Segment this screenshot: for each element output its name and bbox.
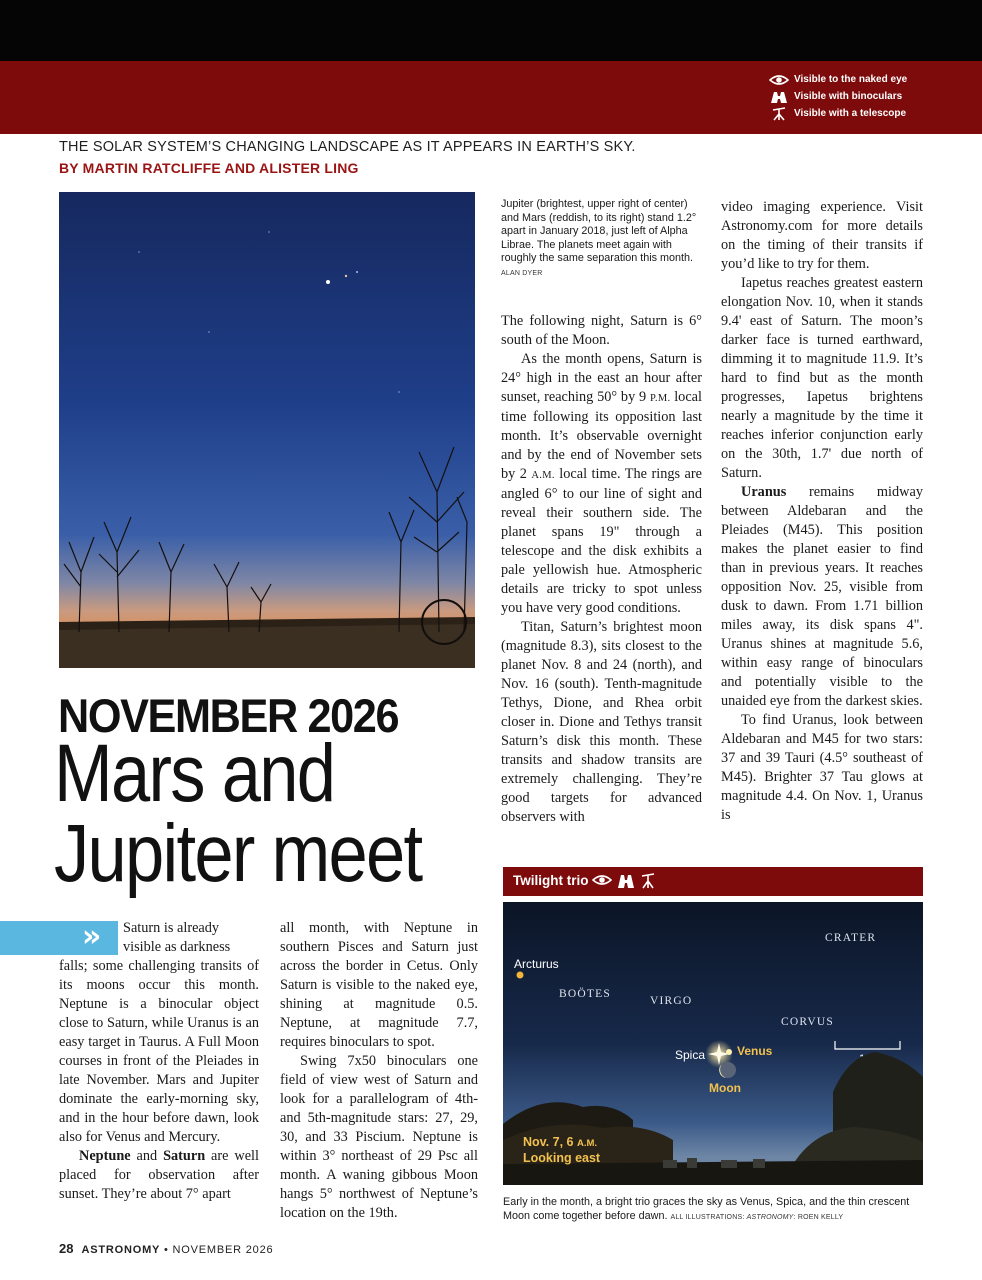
- text-run: local time. The rings are angled 6° to our line of sight and reveal their southern side. The planet spans 19" through a telescope and the disk exhibits a pale yellowish hue. Atmospheric details are tricky to spot unless you have very good conditions.: [501, 466, 703, 616]
- legend-label: Visible with a telescope: [794, 108, 907, 119]
- twilight-trio-sky-chart: [503, 902, 923, 1185]
- label-date-text: Nov. 7, 6: [523, 1135, 574, 1149]
- star-arcturus: [517, 972, 524, 979]
- author-byline: BY MARTIN RATCLIFFE AND ALISTER LING: [59, 160, 359, 176]
- article-paragraph: Iapetus reaches greatest eastern elongation Nov. 10, when it stands 9.4' east of Saturn. The moon’s darker face is turned earthward, dimming it to magnitude 11.9. It’s hard to find but as the month progresses, Iapetus brightens nearly a magnitude by the time it reaches inferior conjunction early on the 30th, 1.7' due north of Saturn.: [721, 275, 923, 481]
- article-paragraph: all month, with Neptune in southern Pisces and Saturn just across the border in Cetus. Only Saturn is visible to the naked eye, shining at magnitude 0.5. Neptune, at magnitude 7.7, requires binoculars to spot.: [280, 920, 478, 1050]
- photo-caption: [501, 198, 701, 281]
- text-run: are well placed for observation after sunset. They’re about 7° apart: [59, 1148, 260, 1202]
- article-column-3: [501, 312, 702, 827]
- credit-prefix: ALL ILLUSTRATIONS:: [670, 1214, 747, 1221]
- article-paragraph: [501, 350, 702, 618]
- twilight-photo: [59, 192, 475, 668]
- label-crater: CRATER: [825, 932, 877, 944]
- label-bootes: BOÖTES: [559, 988, 611, 1000]
- bold-term-neptune: Neptune: [79, 1148, 131, 1164]
- telescope-icon: [768, 107, 790, 121]
- eye-icon: [768, 73, 790, 87]
- credit-artist: : ROEN KELLY: [793, 1214, 844, 1221]
- legend-item-binoculars: [768, 88, 907, 105]
- label-corvus: CORVUS: [781, 1016, 834, 1028]
- photo-credit: ALAN DYER: [501, 269, 543, 277]
- text-run: As the month opens, Saturn is 24° high in the east an hour after sunset, reaching 50° by 9: [501, 351, 702, 405]
- column-dateline: NOVEMBER 2026: [58, 689, 399, 742]
- sky-chart-caption-text: Early in the month, a bright trio graces the sky as Venus, Spica, and the thin crescent Moon come together before dawn.: [503, 1196, 910, 1222]
- article-column-4: [721, 198, 923, 825]
- article-paragraph: falls; some challenging transits of its moons occur this month. Neptune is a binocular object close to Saturn, while Uranus is an easy target in Taurus. A Full Moon courses in front of the Pleiades in late November. Mars and Jupiter dominate the early-morning sky, and in the hour before dawn, look also for Venus and Mercury.: [59, 958, 259, 1145]
- text-run: and: [130, 1148, 164, 1164]
- visibility-legend: [768, 71, 907, 122]
- drop-in-line-2: visible as darkness: [123, 939, 231, 955]
- double-chevron-icon: »: [82, 919, 102, 954]
- article-paragraph: The following night, Saturn is 6° south of the Moon.: [501, 313, 702, 348]
- article-paragraph: To find Uranus, look between Aldebaran and M45 for two stars: 37 and 39 Tauri (4.5° southeast of M45). Brighter 37 Tau glows at magnitude 4.4. On Nov. 1, Uranus is: [721, 712, 923, 823]
- label-spica: Spica: [675, 1048, 706, 1062]
- legend-item-naked-eye: [768, 71, 907, 88]
- time-pm: P.M.: [649, 393, 671, 404]
- label-arcturus: Arcturus: [514, 957, 559, 971]
- binoculars-icon: [616, 873, 636, 894]
- label-date-am: A.M.: [576, 1138, 598, 1149]
- illustration-credit: [670, 1214, 843, 1221]
- drop-in-line-1: Saturn is already: [123, 920, 220, 936]
- label-moon: Moon: [709, 1081, 741, 1095]
- article-paragraph: Swing 7x50 binoculars one field of view west of Saturn and look for a parallelogram of 4th- and 5th-magnitude stars: 27, 29, 30, and 33 Piscium. Neptune is within 3° northeast of 29 Psc all month. A waning gibbous Moon hangs 5° northwest of Neptune’s location on the 19th.: [280, 1053, 478, 1221]
- article-headline: [54, 728, 422, 899]
- photo-caption-text: Jupiter (brightest, upper right of center) and Mars (reddish, to its right) stand 1.2° apart in January 2018, just left of Alpha Librae. The planets meet again with roughly the same separation this month.: [501, 198, 697, 265]
- bold-term-saturn: Saturn: [163, 1148, 206, 1164]
- sky-chart-title: Twilight trio: [513, 873, 589, 888]
- text-run: remains midway between Aldebaran and the Pleiades (M45). This position makes the planet easier to find than in previous years. It reaches opposition Nov. 25, visible from dusk to dawn. From 1.71 billion miles away, its disk spans 4". Uranus shines at magnitude 5.6, within easy range of binoculars and potentially visible to the unaided eye from the darkest skies.: [721, 484, 923, 709]
- sky-chart-visibility-icons: [592, 873, 656, 894]
- section-tagline: THE SOLAR SYSTEM’S CHANGING LANDSCAPE AS IT APPEARS IN EARTH’S SKY.: [59, 139, 636, 155]
- top-black-bar: [0, 0, 982, 61]
- article-paragraph: Titan, Saturn’s brightest moon (magnitude 8.3), sits closest to the planet Nov. 8 and 24 (north), and Nov. 16 (south). Tenth-magnitude Tethys, Dione, and Rhea orbit closer in. Dione and Tethys transit Saturn’s disk this month. These transits and shadow transits are extremely challenging. They’re good targets for advanced observers with: [501, 619, 702, 825]
- bold-term-uranus: Uranus: [741, 484, 787, 500]
- legend-label: Visible with binoculars: [794, 91, 903, 102]
- label-date: [523, 1135, 597, 1149]
- article-column-1: [59, 919, 259, 1204]
- legend-label: Visible to the naked eye: [794, 74, 908, 85]
- headline-line-2: Jupiter meet: [54, 808, 422, 899]
- headline-line-1: Mars and: [54, 728, 335, 819]
- sky-chart-caption: [503, 1195, 923, 1225]
- label-looking-east: Looking east: [523, 1151, 601, 1165]
- planet-venus: [726, 1049, 732, 1055]
- eye-icon: [592, 873, 612, 894]
- binoculars-icon: [768, 90, 790, 104]
- credit-magazine: ASTRONOMY: [746, 1214, 794, 1221]
- article-paragraph: [59, 1147, 259, 1204]
- text-run: local time following its opposition last month. It’s observable overnight and by the end of November sets by 2: [501, 389, 702, 482]
- issue-date: NOVEMBER 2026: [172, 1244, 274, 1256]
- magazine-name: ASTRONOMY: [81, 1244, 161, 1256]
- article-column-2: [280, 919, 478, 1223]
- page-number: 28: [59, 1241, 74, 1256]
- sky-chart-title-bar: [503, 867, 923, 896]
- label-virgo: VIRGO: [650, 995, 693, 1007]
- label-venus: Venus: [737, 1044, 773, 1058]
- footer-separator: •: [160, 1244, 173, 1256]
- legend-item-telescope: [768, 105, 907, 122]
- page-footer: [59, 1241, 273, 1256]
- article-paragraph: [721, 483, 923, 711]
- article-paragraph: video imaging experience. Visit Astronomy.com for more details on the timing of their transits if you’d like to try for them.: [721, 199, 923, 272]
- telescope-icon: [640, 873, 656, 894]
- time-am: A.M.: [531, 470, 555, 481]
